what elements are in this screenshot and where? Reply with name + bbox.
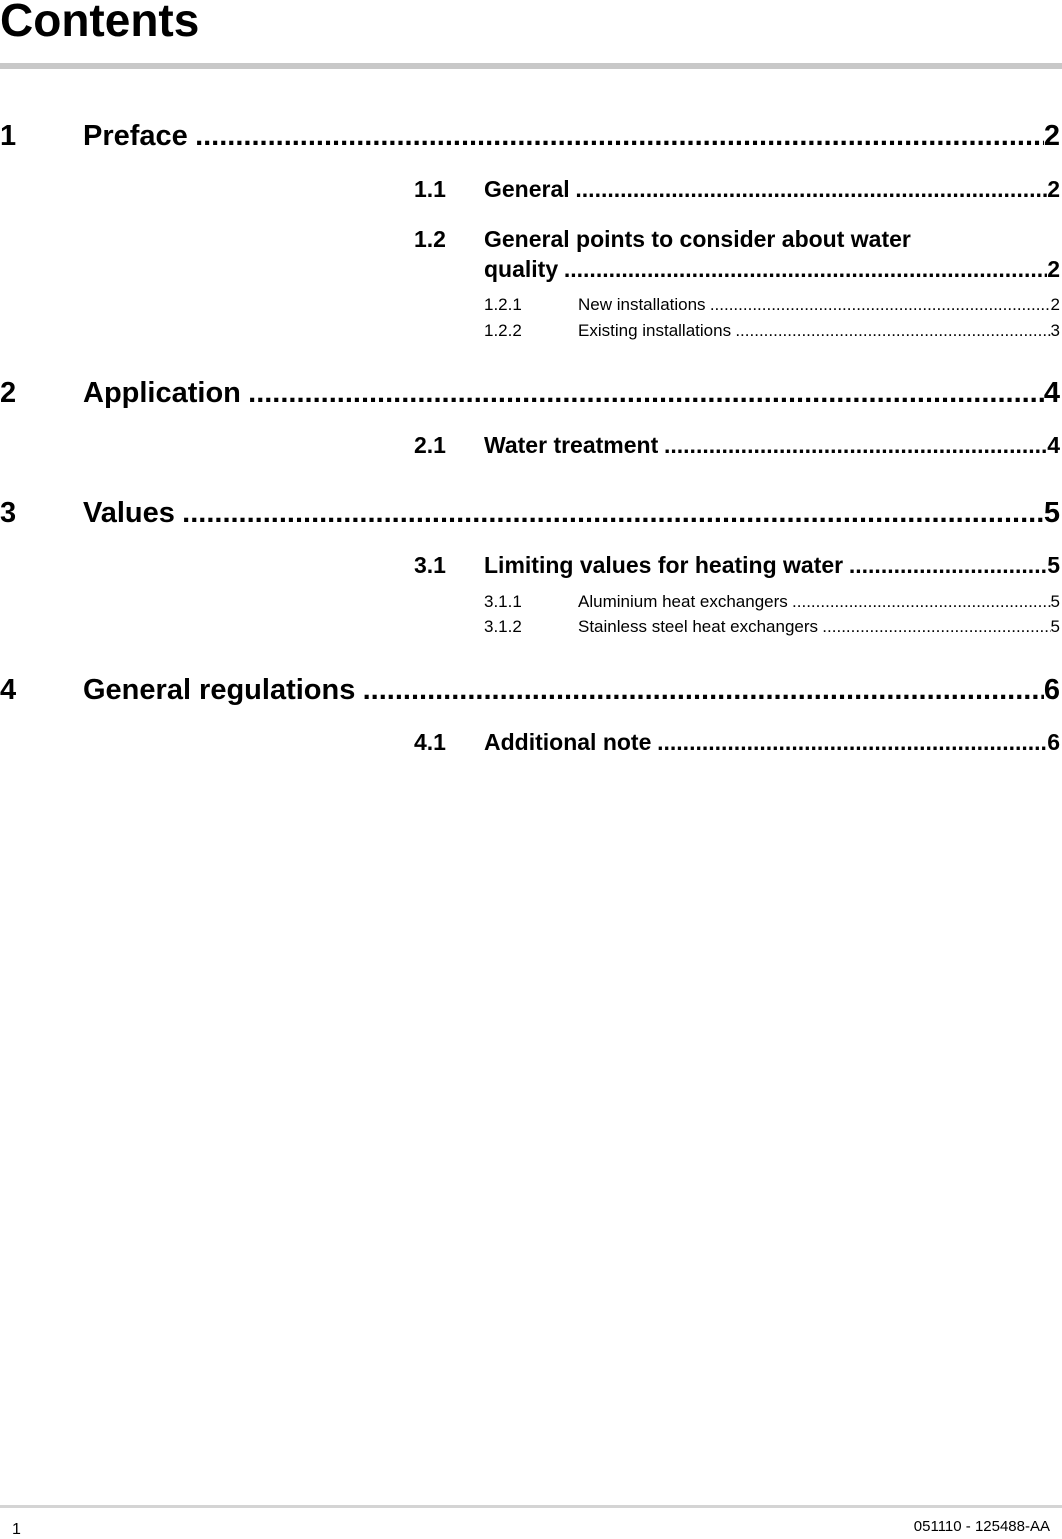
toc-number: 4.1	[414, 729, 446, 755]
toc-number: 1.2	[414, 226, 446, 252]
toc-entry-3-1-2[interactable]	[484, 617, 1060, 637]
dot-leader	[657, 729, 1047, 756]
toc-label: Values	[83, 497, 175, 529]
title-divider	[0, 63, 1062, 69]
toc-entry-1-2-1[interactable]	[484, 295, 1060, 315]
dot-leader	[822, 617, 1050, 637]
dot-leader	[792, 592, 1051, 612]
toc-page: 5	[1047, 552, 1060, 578]
toc-number: 4	[0, 674, 17, 706]
toc-label: General points to consider about water	[484, 226, 911, 252]
toc-label: General	[484, 176, 570, 202]
toc-number: 1.2.2	[484, 321, 522, 340]
toc-entry-2-1[interactable]	[414, 432, 1060, 459]
toc-page: 5	[1050, 617, 1060, 636]
dot-leader	[182, 497, 1044, 530]
toc-number: 3	[0, 497, 17, 529]
dot-leader	[575, 176, 1047, 203]
toc-page: 4	[1047, 432, 1060, 458]
toc-number: 1	[0, 120, 17, 152]
toc-number: 3.1	[414, 552, 446, 578]
footer-page-number: 1	[12, 1521, 21, 1538]
dot-leader	[710, 295, 1051, 315]
toc-number: 1.1	[414, 176, 446, 202]
toc-page: 3	[1050, 321, 1060, 340]
toc-number: 2	[0, 377, 17, 409]
dot-leader	[195, 120, 1044, 153]
toc-entry-3-1[interactable]	[414, 552, 1060, 579]
toc-page: 5	[1050, 592, 1060, 611]
toc-entry-2[interactable]	[0, 377, 1060, 410]
toc-page: 2	[1050, 295, 1060, 314]
toc-label: Water treatment	[484, 432, 659, 458]
toc-label: New installations	[578, 295, 706, 314]
toc-entry-4-1[interactable]	[414, 729, 1060, 756]
toc-page: 4	[1043, 377, 1060, 409]
toc-page: 2	[1047, 256, 1060, 282]
toc-label: Limiting values for heating water	[484, 552, 844, 578]
page-title: Contents	[0, 0, 200, 46]
toc-entry-1-2-2[interactable]	[484, 321, 1060, 341]
dot-leader	[735, 321, 1050, 341]
toc-number: 2.1	[414, 432, 446, 458]
dot-leader	[248, 377, 1044, 410]
toc-page: 2	[1043, 120, 1060, 152]
toc-label: Additional note	[484, 729, 652, 755]
toc-entry-1[interactable]	[0, 120, 1060, 153]
dot-leader	[363, 674, 1044, 707]
toc-label: Aluminium heat exchangers	[578, 592, 788, 611]
footer-divider	[0, 1505, 1062, 1508]
toc-page: 6	[1047, 729, 1060, 755]
toc-label: Stainless steel heat exchangers	[578, 617, 819, 636]
toc-entry-1-1[interactable]	[414, 176, 1060, 203]
toc-entry-1-2[interactable]	[414, 226, 1060, 286]
dot-leader	[664, 432, 1047, 459]
dot-leader	[849, 552, 1047, 579]
toc-label-continued: quality	[484, 256, 559, 282]
dot-leader	[564, 256, 1047, 283]
toc-label: General regulations	[83, 674, 356, 706]
toc-number: 3.1.2	[484, 617, 522, 636]
toc-page: 5	[1043, 497, 1060, 529]
toc-number: 1.2.1	[484, 295, 522, 314]
toc-page: 2	[1047, 176, 1060, 202]
toc-page: 6	[1043, 674, 1060, 706]
toc-entry-3[interactable]	[0, 497, 1060, 530]
toc-entry-3-1-1[interactable]	[484, 592, 1060, 612]
footer-document-code: 051110 - 125488-AA	[913, 1518, 1050, 1535]
toc-label: Application	[83, 377, 241, 409]
toc-label: Preface	[83, 120, 188, 152]
toc-number: 3.1.1	[484, 592, 522, 611]
toc-label: Existing installations	[578, 321, 732, 340]
toc-entry-4[interactable]	[0, 674, 1060, 707]
